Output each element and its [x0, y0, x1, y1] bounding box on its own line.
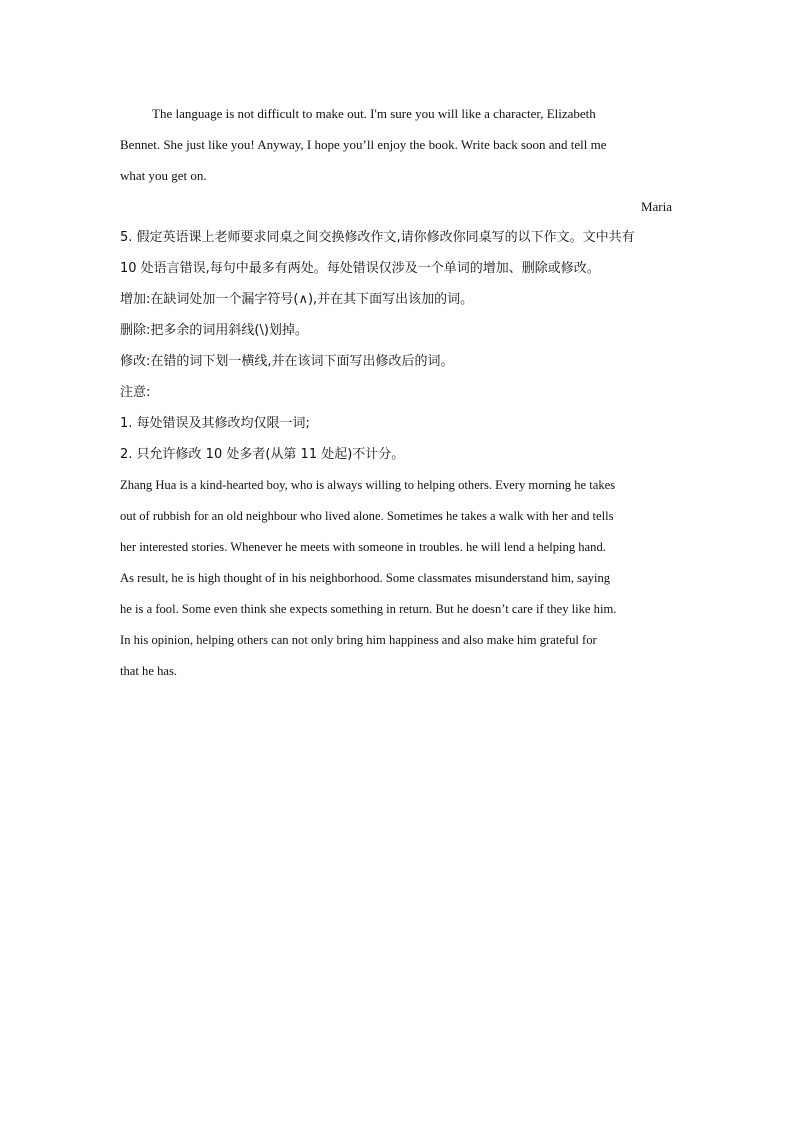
task-line: 修改:在错的词下划一横线,并在该词下面写出修改后的词。 [120, 354, 454, 369]
letter-signature: Maria [640, 199, 672, 214]
task-line: 1. 每处错误及其修改均仅限一词; [120, 416, 310, 431]
essay-passage [120, 470, 672, 687]
essay-line: Zhang Hua is a kind-hearted boy, who is always willing to helping others. Every morning he takes [120, 478, 616, 492]
document-page [120, 98, 672, 687]
essay-line: that he has. [120, 664, 178, 678]
task-instructions [120, 222, 672, 470]
essay-line: her interested stories. Whenever he meets with someone in troubles. he will lend a helping hand. [120, 540, 606, 554]
letter-section [120, 98, 672, 222]
essay-line: out of rubbish for an old neighbour who lived alone. Sometimes he takes a walk with her and tells [120, 509, 614, 523]
task-line: 删除:把多余的词用斜线(\)划掉。 [120, 323, 308, 338]
letter-line: what you get on. [120, 168, 207, 183]
letter-line: The language is not difficult to make out. I'm sure you will like a character, Elizabeth [152, 106, 596, 121]
task-line: 注意: [120, 385, 151, 400]
essay-line: In his opinion, helping others can not only bring him happiness and also make him grateful for [120, 633, 597, 647]
essay-line: As result, he is high thought of in his neighborhood. Some classmates misunderstand him, saying [120, 571, 611, 585]
task-line: 10 处语言错误,每句中最多有两处。每处错误仅涉及一个单词的增加、删除或修改。 [120, 261, 600, 276]
task-line: 2. 只允许修改 10 处多者(从第 11 处起)不计分。 [120, 447, 405, 462]
letter-line: Bennet. She just like you! Anyway, I hope you’ll enjoy the book. Write back soon and tell me [120, 137, 607, 152]
task-line: 增加:在缺词处加一个漏字符号(∧),并在其下面写出该加的词。 [120, 292, 474, 307]
task-line: 5. 假定英语课上老师要求同桌之间交换修改作文,请你修改你同桌写的以下作文。文中共有 [120, 230, 635, 245]
essay-line: he is a fool. Some even think she expects something in return. But he doesn’t care if they like him. [120, 602, 617, 616]
